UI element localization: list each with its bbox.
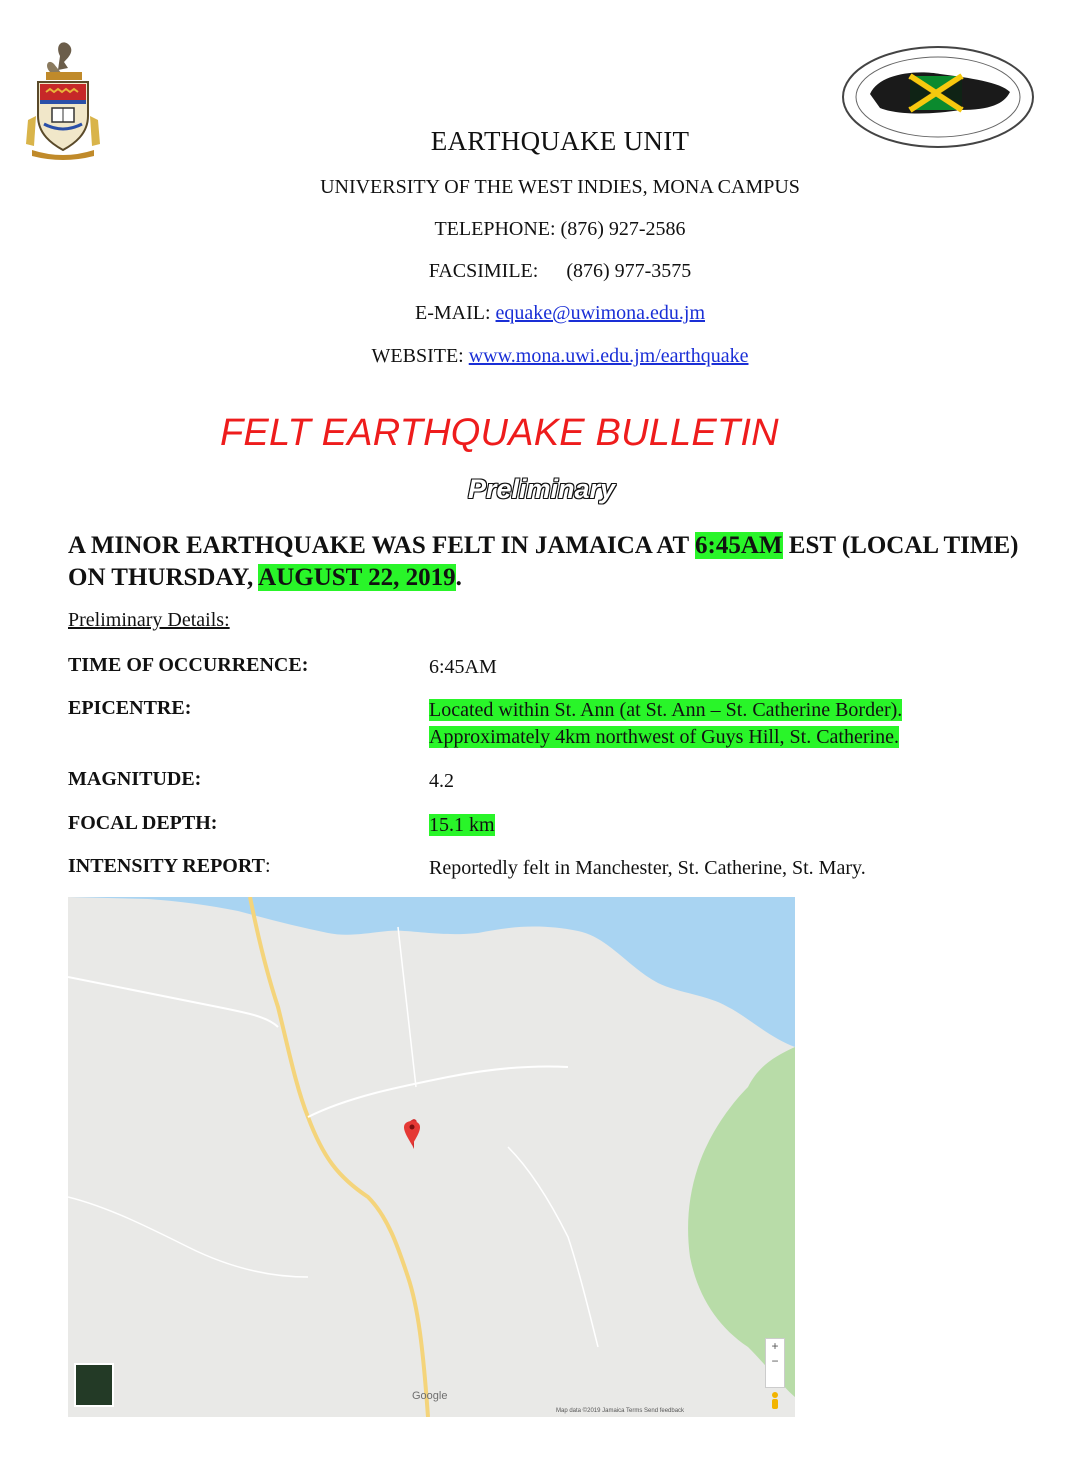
headline-end: . — [455, 564, 462, 591]
headline-part2: EST (LOCAL TIME) ON THURSDAY, — [68, 532, 1019, 591]
email-line — [0, 302, 1091, 325]
intensity-colon: : — [264, 855, 271, 877]
epicentre-label: EPICENTRE: — [68, 697, 192, 719]
epicentre-value — [429, 697, 1049, 751]
time-value: 6:45AM — [429, 656, 497, 678]
fax-value: (876) 977-3575 — [566, 260, 692, 282]
pegman-icon[interactable] — [770, 1391, 780, 1411]
depth-value-text: 15.1 km — [429, 814, 495, 836]
bulletin-headline — [68, 530, 1028, 594]
bulletin-title: FELT EARTHQUAKE BULLETIN — [220, 412, 779, 454]
map-terms[interactable]: Map data ©2019 Jamaica Terms Send feedback — [556, 1408, 685, 1414]
satellite-toggle-icon[interactable] — [74, 1363, 114, 1407]
magnitude-value: 4.2 — [429, 770, 454, 792]
details-heading: Preliminary Details: — [68, 609, 230, 631]
headline-date: AUGUST 22, 2019 — [258, 564, 456, 591]
website-line — [0, 345, 1091, 368]
epicentre-map[interactable] — [68, 897, 795, 1417]
university-name: UNIVERSITY OF THE WEST INDIES, MONA CAMPUS — [320, 176, 800, 198]
email-link[interactable]: equake@uwimona.edu.jm — [495, 302, 706, 324]
depth-label: FOCAL DEPTH: — [68, 812, 218, 834]
intensity-value: Reportedly felt in Manchester, St. Catherine, St. Mary. — [429, 857, 866, 879]
bulletin-subtitle: Preliminary — [468, 474, 616, 504]
headline-time: 6:45AM — [695, 532, 783, 559]
zoom-in-button[interactable]: + — [771, 1339, 779, 1353]
intensity-label — [68, 855, 428, 878]
fax-label: FACSIMILE: — [428, 260, 539, 282]
headline-part1: A MINOR EARTHQUAKE WAS FELT IN JAMAICA AT — [68, 532, 689, 559]
email-label: E-MAIL: — [414, 302, 491, 324]
map-zoom-control — [765, 1338, 785, 1388]
website-link[interactable]: www.mona.uwi.edu.jm/earthquake — [468, 345, 749, 367]
epicentre-line-2: Approximately 4km northwest of Guys Hill, St. Catherine. — [429, 726, 899, 748]
magnitude-label: MAGNITUDE: — [68, 768, 202, 790]
intensity-label-text: INTENSITY REPORT — [68, 855, 265, 877]
unit-title: EARTHQUAKE UNIT — [430, 126, 690, 156]
epicentre-line-1: Located within St. Ann (at St. Ann – St. Catherine Border). — [429, 699, 903, 721]
telephone-line: TELEPHONE: (876) 927-2586 — [434, 218, 686, 240]
map-canvas — [68, 897, 795, 1417]
map-credit: Google — [412, 1390, 448, 1402]
time-label: TIME OF OCCURRENCE: — [68, 654, 309, 676]
depth-value — [429, 812, 1049, 839]
website-label: WEBSITE: — [371, 345, 464, 367]
fax-line — [0, 260, 1091, 283]
zoom-out-button[interactable]: − — [771, 1354, 779, 1368]
